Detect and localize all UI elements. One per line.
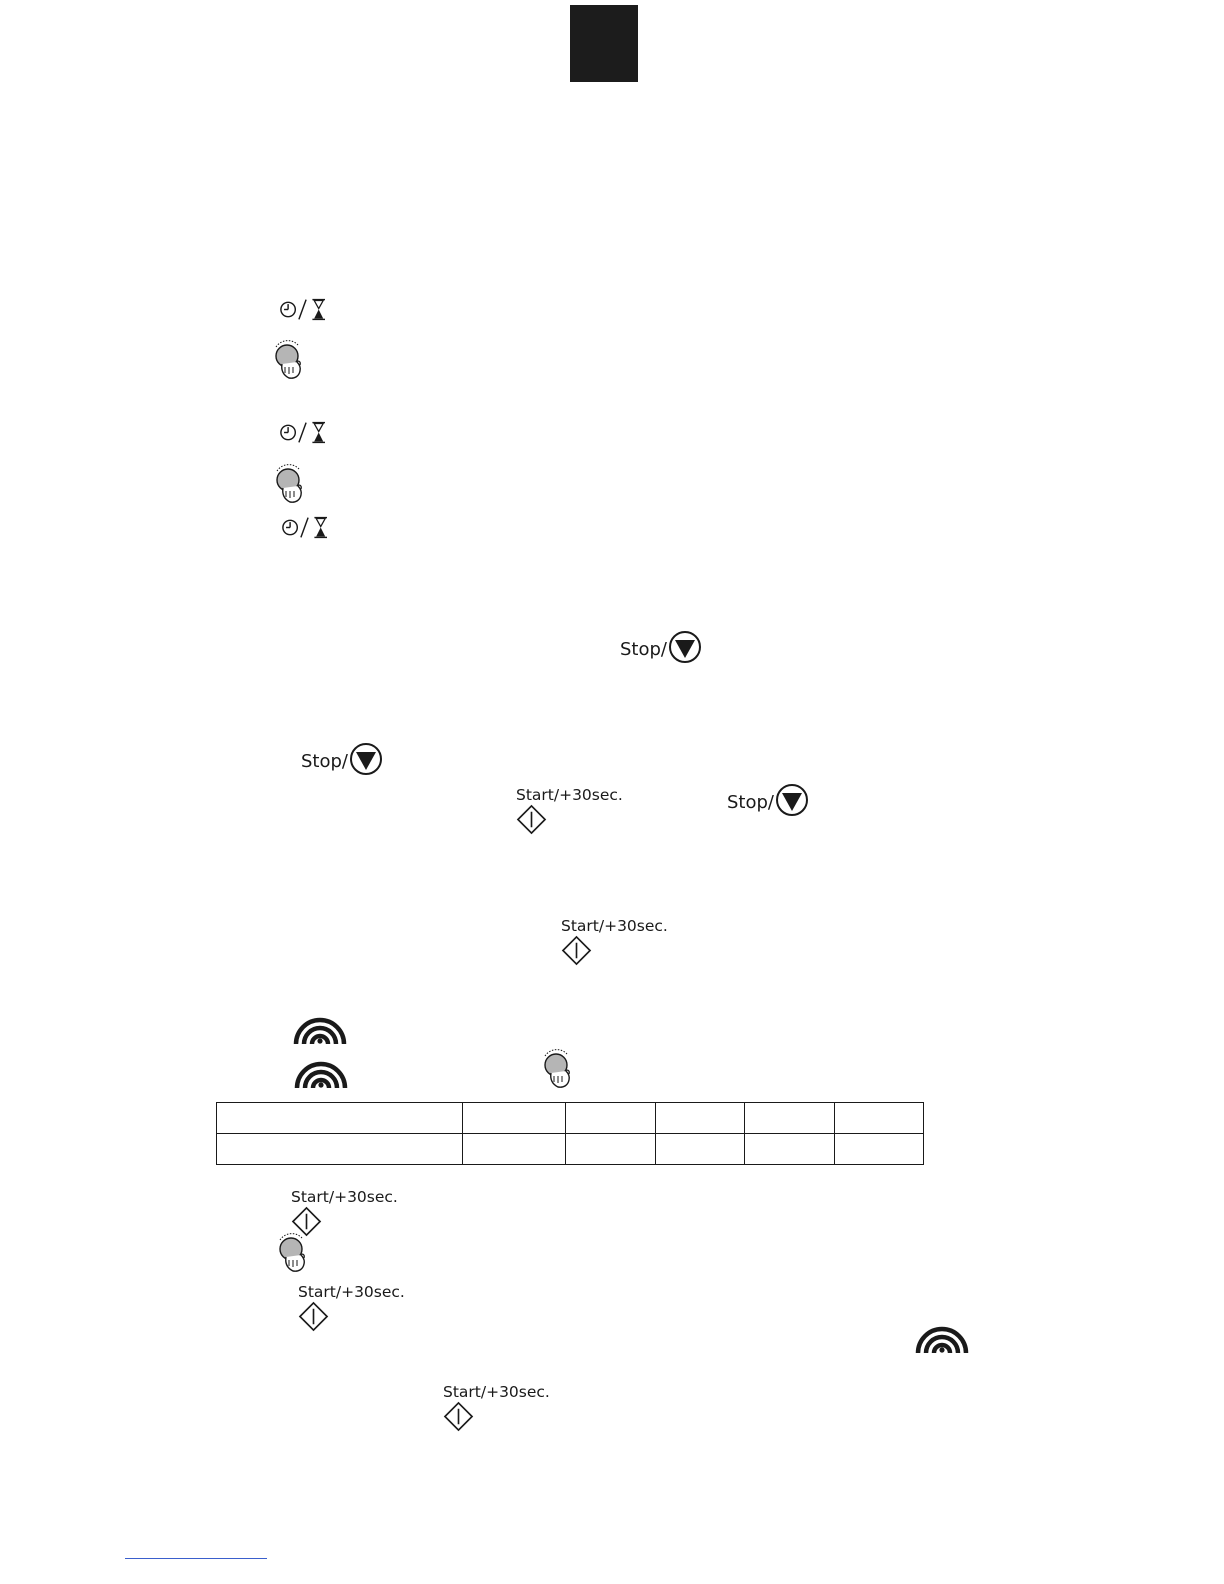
microwave-power-icon	[294, 1061, 348, 1089]
start-label: Start/+30sec.	[291, 1188, 398, 1206]
power-level-table	[216, 1102, 924, 1165]
microwave-power-icon	[293, 1017, 347, 1045]
start-button-symbol	[443, 1383, 550, 1437]
rotary-dial-icon	[273, 464, 307, 504]
stop-button-symbol	[727, 783, 809, 822]
stop-triangle-icon	[775, 783, 809, 822]
rotary-dial-icon	[272, 340, 306, 380]
stop-label: Stop/	[620, 638, 667, 660]
table-cell	[835, 1103, 924, 1134]
stop-label: Stop/	[727, 791, 774, 813]
start-label: Start/+30sec.	[298, 1283, 405, 1301]
start-button-symbol	[298, 1283, 405, 1337]
table-cell	[745, 1134, 835, 1165]
table-cell	[217, 1134, 463, 1165]
start-button-symbol	[561, 917, 668, 971]
start-diamond-icon	[291, 1206, 322, 1242]
start-label: Start/+30sec.	[561, 917, 668, 935]
table-cell	[835, 1134, 924, 1165]
start-diamond-icon	[443, 1401, 474, 1437]
start-diamond-icon	[516, 804, 547, 840]
stop-triangle-icon	[349, 742, 383, 781]
table-row	[217, 1134, 924, 1165]
rotary-dial-icon	[541, 1049, 575, 1089]
start-button-symbol	[291, 1188, 398, 1242]
stop-button-symbol	[301, 742, 383, 781]
table-cell	[566, 1134, 656, 1165]
stop-button-symbol	[620, 630, 702, 669]
table-cell	[656, 1134, 745, 1165]
stop-triangle-icon	[668, 630, 702, 669]
clock-timer-icon	[280, 297, 334, 322]
stop-label: Stop/	[301, 750, 348, 772]
table-row	[217, 1103, 924, 1134]
start-button-symbol	[516, 786, 623, 840]
table-cell	[566, 1103, 656, 1134]
clock-timer-icon	[282, 515, 336, 540]
table-cell	[217, 1103, 463, 1134]
language-tab	[570, 5, 638, 82]
table-cell	[463, 1134, 566, 1165]
start-label: Start/+30sec.	[443, 1383, 550, 1401]
start-diamond-icon	[561, 935, 592, 971]
start-diamond-icon	[298, 1301, 329, 1337]
footer-link-rule	[125, 1558, 267, 1559]
microwave-power-icon	[915, 1326, 969, 1354]
clock-timer-icon	[280, 420, 334, 445]
table-cell	[745, 1103, 835, 1134]
table-cell	[463, 1103, 566, 1134]
start-label: Start/+30sec.	[516, 786, 623, 804]
table-cell	[656, 1103, 745, 1134]
